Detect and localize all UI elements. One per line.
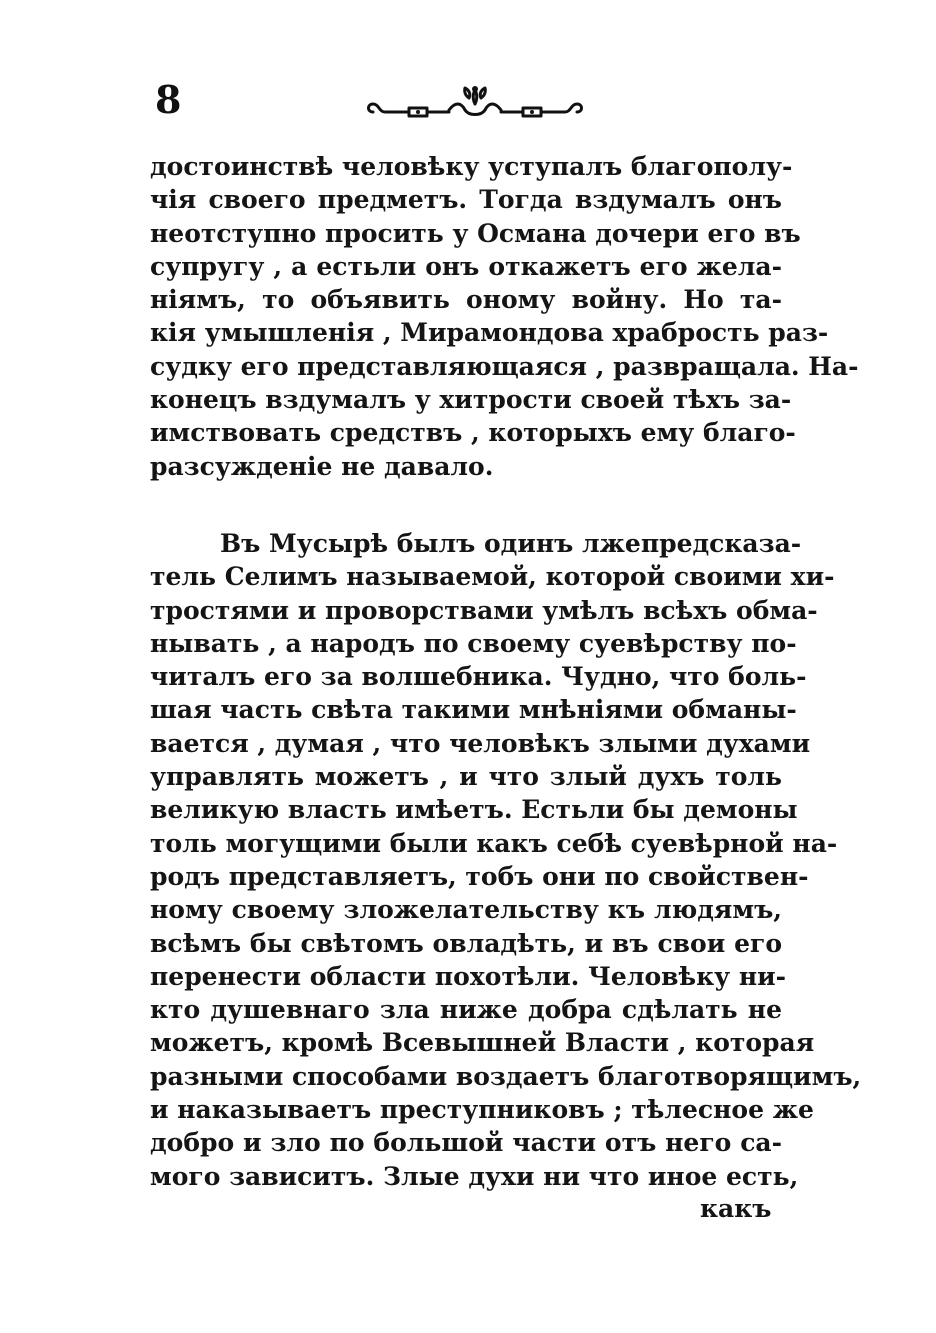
text-line: управлять можетъ , и что злый духъ толь: [150, 762, 782, 792]
text-line: и наказываетъ преступниковъ ; тѣлесное же: [150, 1095, 814, 1125]
text-line: имствовать средствъ , которыхъ ему благо-: [150, 418, 796, 448]
text-line: добро и зло по большой части отъ него са-: [150, 1128, 782, 1158]
text-line: Въ Мусырѣ былъ одинъ лжепредсказа-: [220, 528, 802, 558]
page-number: 8: [155, 77, 182, 122]
text-line: мого зависитъ. Злые духи ни что иное есть,: [150, 1161, 799, 1191]
text-line: кто душевнаго зла ниже добра сдѣлать не: [150, 995, 782, 1025]
text-line: шая часть свѣта такими мнѣніями обманы-: [150, 695, 797, 725]
text-line: толь могущими были какъ себѣ суевѣрной на-: [150, 828, 838, 858]
body-text: [150, 150, 862, 1193]
paragraph-1: [150, 150, 859, 483]
text-line: неотступно просить у Османа дочери его въ: [150, 218, 801, 248]
page-header: [155, 78, 780, 138]
text-line: читалъ его за волшебника. Чудно, что боль-: [150, 662, 807, 692]
text-line: судку его представляющаяся , развращала. На-: [150, 351, 859, 381]
paragraph-2: [150, 527, 862, 1193]
text-line: перенести области похотѣли. Человѣку ни-: [150, 961, 787, 991]
text-line: нывать , а народъ по своему суевѣрству по-: [150, 628, 797, 658]
text-line: великую власть имѣетъ. Естьли бы демоны: [150, 795, 798, 825]
text-line: кія умышленія , Мирамондова храбрость раз-: [150, 318, 829, 348]
catchword: какъ: [700, 1194, 772, 1223]
text-line: родъ представляетъ, тобъ они по свойствен-: [150, 861, 809, 891]
text-line: ніямъ, то объявить оному войну. Но та-: [150, 285, 782, 315]
text-line: конецъ вздумалъ у хитрости своей тѣхъ за-: [150, 385, 792, 415]
text-line: тростями и проворствами умѣлъ всѣхъ обма-: [150, 595, 818, 625]
text-line: чія своего предметъ. Тогда вздумалъ онъ: [150, 185, 782, 215]
paragraph-gap: [150, 483, 782, 527]
ornament-icon: [365, 80, 585, 128]
text-line: ному своему зложелательству къ людямъ,: [150, 895, 782, 925]
text-line: достоинствѣ человѣку уступалъ благополу-: [150, 152, 793, 181]
text-line: разными способами воздаетъ благотворящимъ,: [150, 1061, 862, 1091]
text-line: разсужденіе не давало.: [150, 451, 494, 481]
text-line: супругу , а естьли онъ откажетъ его жела-: [150, 251, 782, 281]
text-line: можетъ, кромѣ Всевышней Власти , которая: [150, 1028, 815, 1058]
text-line: вается , думая , что человѣкъ злыми духами: [150, 728, 811, 758]
text-line: тель Селимъ называемой, которой своими хи-: [150, 562, 835, 592]
text-line: всѣмъ бы свѣтомъ овладѣть, и въ свои его: [150, 928, 782, 958]
